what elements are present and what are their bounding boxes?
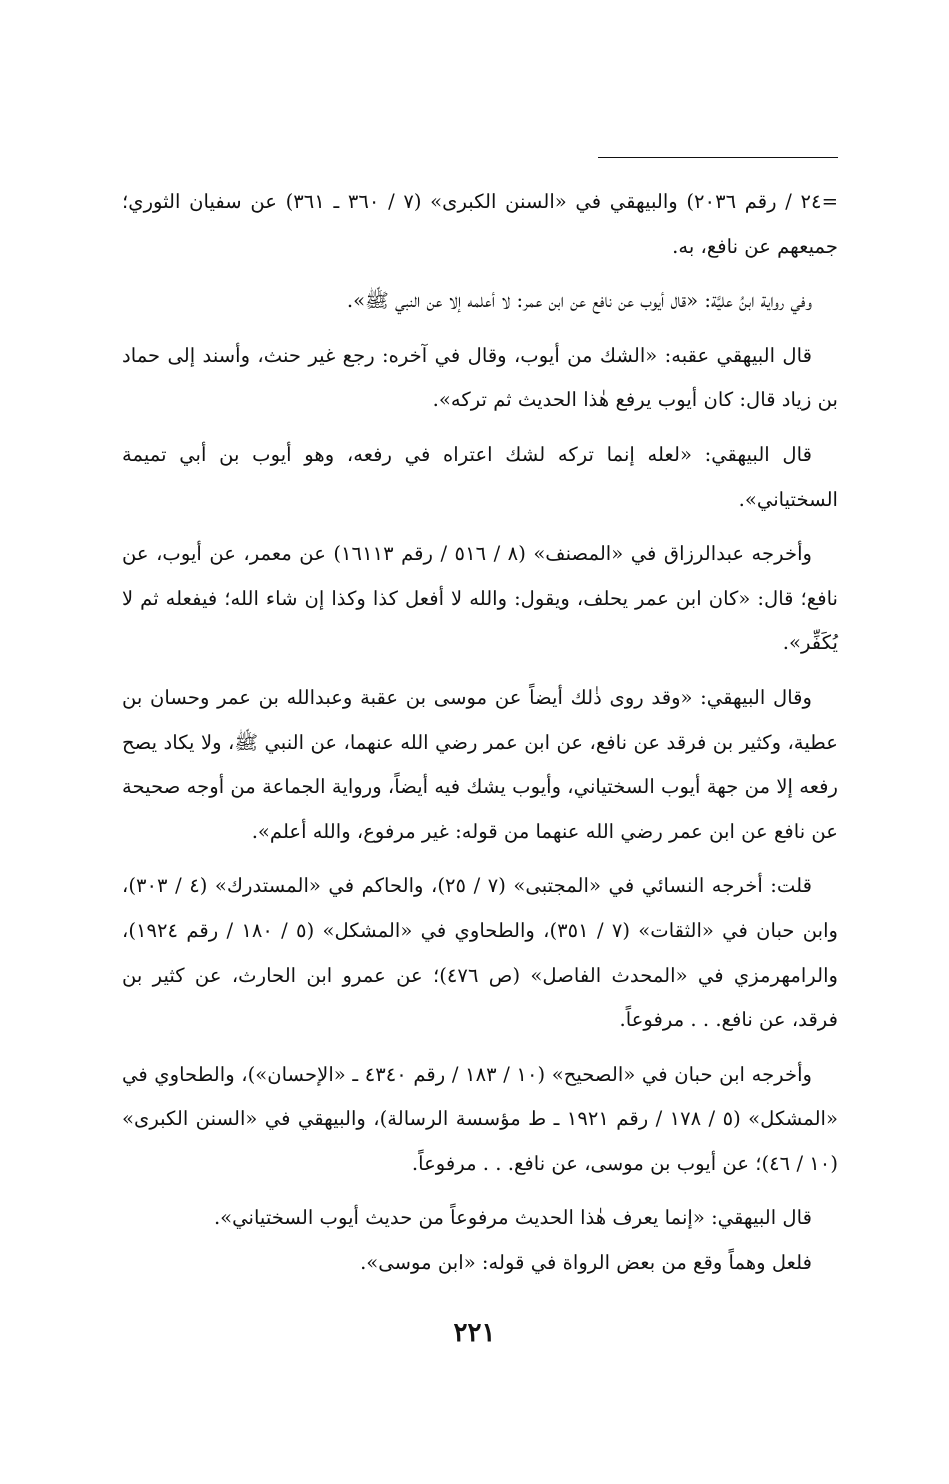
footnote-paragraph: قلت: أخرجه النسائي في «المجتبى» (٧ / ٢٥)، والحاكم في «المستدرك» (٤ / ٣٠٣)، وابن حبان في «الثقات» (٧ / ٣٥١)، والطحاوي في «المشكل» (٥ / ١٨٠ / رقم ١٩٢٤)، والرامهرمزي في «المحدث الفاصل» (ص ٤٧٦)؛ عن عمرو ابن الحارث، عن كثير بن فرقد، عن نافع. . . مرفوعاً. <box>122 874 839 1032</box>
footnote-paragraph: وأخرجه ابن حبان في «الصحيح» (١٠ / ١٨٣ / رقم ٤٣٤٠ ـ «الإحسان»)، والطحاوي في «المشكل» (٥ / ١٧٨ / رقم ١٩٢١ ـ ط مؤسسة الرسالة)، والبيهقي في «السنن الكبرى» (١٠ / ٤٦)؛ عن أيوب بن موسى، عن نافع. . . مرفوعاً. <box>122 1062 838 1175</box>
footnote-paragraph: وفي رواية ابنُ عليَّة: «قال أيوب عن نافع عن ابن عمر: لا أعلمه إلا عن النبي ﷺ». <box>346 289 812 313</box>
footnote-paragraph: وأخرجه عبدالرزاق في «المصنف» (٨ / ٥١٦ / رقم ١٦١١٣) عن معمر، عن أيوب، عن نافع؛ قال: «كان ابن عمر يحلف، ويقول: والله لا أفعل كذا وكذا إن شاء الله؛ فيفعله ثم لا يُكَفِّر». <box>122 542 838 655</box>
footnote-paragraph: قال البيهقي: «لعله إنما تركه لشك اعتراه في رفعه، وهو أيوب بن أبي تميمة السختياني». <box>122 442 838 511</box>
footnote-body <box>122 180 838 1286</box>
page-number: ٢٢١ <box>453 1318 496 1348</box>
footnote-paragraph: قال البيهقي: «إنما يعرف هٰذا الحديث مرفوعاً من حديث أيوب السختياني». <box>213 1206 812 1230</box>
footnote-paragraph: قال البيهقي عقبه: «الشك من أيوب، وقال في آخره: رجع غير حنث، وأسند إلى حماد بن زياد قال: كان أيوب يرفع هٰذا الحديث ثم تركه». <box>122 343 838 412</box>
footnote-separator-rule <box>598 157 838 158</box>
footnote-paragraph: =٢٤ / رقم ٢٠٣٦) والبيهقي في «السنن الكبرى» (٧ / ٣٦٠ ـ ٣٦١) عن سفيان الثوري؛ جميعهم عن نافع، به. <box>122 190 838 258</box>
footnote-paragraph: فلعل وهماً وقع من بعض الرواة في قوله: «ابن موسى». <box>360 1251 812 1275</box>
footnote-paragraph: وقال البيهقي: «وقد روى ذٰلك أيضاً عن موسى بن عقبة وعبدالله بن عمر وحسان بن عطية، وكثير بن فرقد عن نافع، عن ابن عمر رضي الله عنهما، عن النبي ﷺ، ولا يكاد يصح رفعه إلا من جهة أيوب السختياني، وأيوب يشك فيه أيضاً، ورواية الجماعة من أوجه صحيحة عن نافع عن ابن عمر رضي الله عنهما من قوله: غير مرفوع، والله أعلم». <box>122 685 838 843</box>
